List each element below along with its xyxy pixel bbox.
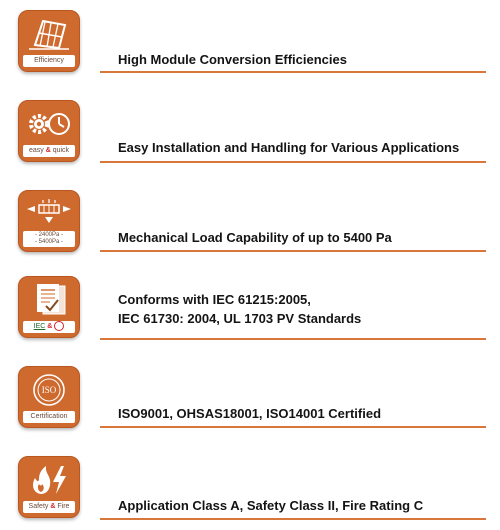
badge-label: Safety & Fire — [23, 501, 75, 513]
badge-label: - 2400Pa - - 5400Pa - — [23, 231, 75, 247]
ul-mark-icon — [54, 321, 64, 331]
iec-badge — [18, 276, 80, 338]
feature-text: Conforms with IEC 61215:2005, IEC 61730: 2004, UL 1703 PV Standards — [118, 292, 362, 326]
divider — [100, 250, 486, 252]
divider — [100, 161, 486, 163]
feature-text: High Module Conversion Efficiencies — [118, 52, 347, 67]
feature-text: Easy Installation and Handling for Various Applications — [118, 140, 460, 155]
badge-label: Certification — [23, 411, 75, 423]
feature-row-certification — [0, 366, 500, 438]
gear-clock-icon — [25, 107, 73, 141]
badge-label: IEC & — [23, 321, 75, 333]
feature-row-efficiency — [0, 10, 500, 82]
safety-fire-badge — [18, 456, 80, 518]
feature-row-standards — [0, 276, 500, 356]
feature-row-mechanical-load — [0, 190, 500, 262]
divider — [100, 338, 486, 340]
feature-text: ISO9001, OHSAS18001, ISO14001 Certified — [118, 406, 382, 421]
feature-row-easy-installation — [0, 100, 500, 172]
solar-panel-icon — [25, 17, 73, 51]
certificate-document-icon — [25, 283, 73, 317]
easy-quick-badge — [18, 100, 80, 162]
feature-text: Application Class A, Safety Class II, Fire Rating C — [118, 498, 424, 513]
seal-text: ISO — [41, 385, 57, 395]
divider — [100, 71, 486, 73]
iso-seal-icon — [25, 373, 73, 407]
fire-lightning-icon — [25, 463, 73, 497]
feature-text: Mechanical Load Capability of up to 5400 Pa — [118, 230, 392, 245]
badge-label: Efficiency — [23, 55, 75, 67]
certification-badge — [18, 366, 80, 428]
feature-row-safety-fire — [0, 456, 500, 528]
efficiency-badge — [18, 10, 80, 72]
load-pressure-icon — [25, 197, 73, 227]
load-badge — [18, 190, 80, 252]
divider — [100, 518, 486, 520]
badge-label: easy & quick — [23, 145, 75, 157]
divider — [100, 426, 486, 428]
